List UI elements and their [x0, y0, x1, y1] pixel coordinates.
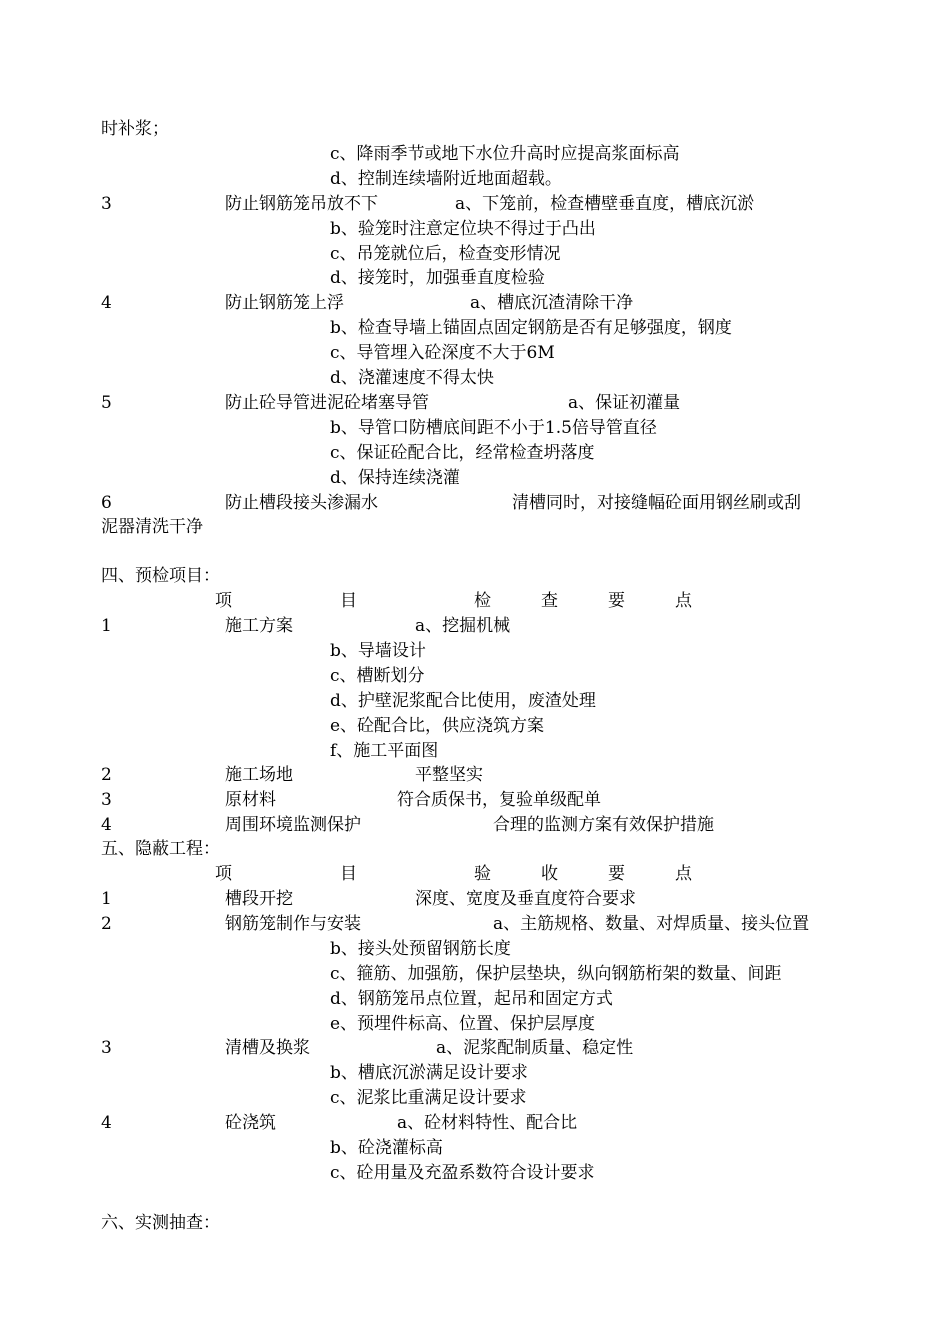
header-col: 目: [340, 591, 357, 611]
text-line: [0, 1037, 950, 1062]
text-line: [0, 963, 950, 988]
item-name: 槽段开挖: [225, 889, 293, 909]
item-check: c、槽断划分: [330, 665, 425, 686]
section-4-header: [0, 590, 950, 615]
item-check-first: a、保证初灌量: [568, 392, 681, 413]
item-number: 3: [101, 790, 112, 811]
header-col: 要: [608, 591, 625, 611]
header-col: 点: [675, 591, 692, 611]
item-check-first: a、下笼前，检查槽壁垂直度，槽底沉淤: [455, 193, 755, 214]
item-check: b、验笼时注意定位块不得过于凸出: [330, 218, 596, 239]
section-4-title: 四、预检项目：: [101, 566, 220, 586]
item-check: c、砼用量及充盈系数符合设计要求: [330, 1162, 595, 1183]
item-check: c、降雨季节或地下水位升高时应提高浆面标高: [330, 143, 680, 164]
item-check: b、导管口防槽底间距不小于1.5倍导管直径: [330, 417, 657, 438]
item-check-first: a、主筋规格、数量、对焊质量、接头位置: [493, 913, 810, 934]
item-check: c、保证砼配合比，经常检查坍落度: [330, 442, 595, 463]
item-name: 防止砼导管进泥砼堵塞导管: [225, 392, 429, 413]
text-line: [0, 193, 950, 218]
text-line: [0, 243, 950, 268]
item-check-first: a、槽底沉渣清除干净: [470, 293, 634, 314]
text-line: [0, 267, 950, 292]
item-check: c、泥浆比重满足设计要求: [330, 1088, 527, 1109]
header-col: 项: [215, 591, 232, 611]
item-name: 原材料: [225, 790, 276, 811]
item-check: 泥器清洗干净: [101, 517, 203, 538]
text-line: [0, 789, 950, 814]
item-name: 钢筋笼制作与安装: [225, 913, 361, 934]
item-check-first: 平整坚实: [415, 765, 483, 786]
item-check: d、护壁泥浆配合比使用，废渣处理: [330, 690, 596, 711]
text-line: [0, 1112, 950, 1137]
text-line: [0, 1013, 950, 1038]
text-line: [0, 292, 950, 317]
text-line: [0, 467, 950, 492]
text-line: [0, 715, 950, 740]
text-line: [0, 442, 950, 467]
item-check: c、吊笼就位后，检查变形情况: [330, 243, 561, 264]
item-check: e、砼配合比，供应浇筑方案: [330, 715, 545, 736]
text-line: [0, 988, 950, 1013]
text-line: [0, 888, 950, 913]
text-line: [0, 417, 950, 442]
text-line: [0, 516, 950, 541]
item-number: 2: [101, 765, 112, 786]
item-name: 防止钢筋笼吊放不下: [225, 193, 378, 214]
item-check: d、浇灌速度不得太快: [330, 368, 494, 388]
item-check: b、槽底沉淤满足设计要求: [330, 1063, 528, 1084]
item-number: 4: [101, 815, 112, 836]
header-col: 检: [474, 591, 491, 611]
text-line: [0, 342, 950, 367]
header-col: 验: [474, 864, 491, 884]
item-check: b、砼浇灌标高: [330, 1138, 443, 1158]
text-line: [0, 118, 950, 143]
item-check: b、接头处预留钢筋长度: [330, 938, 511, 959]
item-check: d、控制连续墙附近地面超载。: [330, 168, 562, 189]
item-check-first: a、砼材料特性、配合比: [397, 1113, 578, 1134]
item-check: d、保持连续浇灌: [330, 467, 460, 488]
item-number: 6: [101, 492, 112, 513]
text-line: [0, 143, 950, 168]
item-number: 4: [101, 1113, 112, 1134]
item-check: d、钢筋笼吊点位置，起吊和固定方式: [330, 988, 613, 1009]
text-line: [0, 492, 950, 517]
item-check-first: 符合质保书，复验单级配单: [397, 790, 601, 811]
item-check: f、施工平面图: [330, 740, 439, 761]
text-line: [0, 392, 950, 417]
text-line: [0, 1162, 950, 1187]
text-line: [0, 665, 950, 690]
item-name: 施工场地: [225, 765, 293, 786]
item-number: 1: [101, 616, 112, 636]
text-line: [0, 1137, 950, 1162]
section-5-title: 五、隐蔽工程：: [101, 839, 220, 859]
item-number: 4: [101, 293, 112, 314]
text-line: [0, 640, 950, 665]
item-number: 5: [101, 392, 112, 413]
section-6-title: 六、实测抽查：: [101, 1213, 220, 1233]
item-name: 防止槽段接头渗漏水: [225, 492, 378, 513]
item-check-first: 深度、宽度及垂直度符合要求: [415, 889, 636, 909]
header-col: 收: [541, 864, 558, 884]
item-check-first: a、泥浆配制质量、稳定性: [436, 1038, 634, 1059]
item-name: 防止钢筋笼上浮: [225, 293, 344, 314]
text-line: [0, 938, 950, 963]
item-check: c、箍筋、加强筋，保护层垫块，纵向钢筋桁架的数量、间距: [330, 963, 782, 984]
text-line: [0, 168, 950, 193]
text-line: [0, 367, 950, 392]
section-5-header: [0, 863, 950, 888]
item-check-first: 清槽同时，对接缝幅砼面用钢丝刷或刮: [512, 492, 801, 513]
header-col: 查: [541, 591, 558, 611]
header-col: 目: [340, 864, 357, 884]
item-name: 施工方案: [225, 616, 293, 636]
item-check: c、导管埋入砼深度不大于6M: [330, 343, 555, 364]
text-line: [0, 615, 950, 640]
text-line: [0, 690, 950, 715]
item-check: d、接笼时，加强垂直度检验: [330, 268, 545, 289]
item-name: 周围环境监测保护: [225, 815, 361, 836]
item-check: e、预埋件标高、位置、保护层厚度: [330, 1013, 596, 1034]
text-line: [0, 913, 950, 938]
item-number: 3: [101, 193, 112, 214]
text-line: [0, 1062, 950, 1087]
text-line: [0, 814, 950, 839]
text-line: [0, 740, 950, 765]
item-number: 3: [101, 1038, 112, 1059]
text-line: [0, 1087, 950, 1112]
item-number: 2: [101, 913, 112, 934]
item-check-first: a、挖掘机械: [415, 616, 511, 636]
item-name: 砼浇筑: [225, 1113, 276, 1134]
header-col: 点: [675, 864, 692, 884]
item-number: 1: [101, 889, 112, 909]
header-col: 项: [215, 864, 232, 884]
item-check: b、导墙设计: [330, 640, 426, 661]
text-line: [0, 218, 950, 243]
item-check-first: 合理的监测方案有效保护措施: [493, 815, 714, 836]
text-line: [0, 764, 950, 789]
header-col: 要: [608, 864, 625, 884]
text-line: [0, 317, 950, 342]
item-check: 时补浆；: [101, 119, 169, 139]
item-check: b、检查导墙上锚固点固定钢筋是否有足够强度，钢度: [330, 318, 732, 339]
item-name: 清槽及换浆: [225, 1038, 310, 1059]
